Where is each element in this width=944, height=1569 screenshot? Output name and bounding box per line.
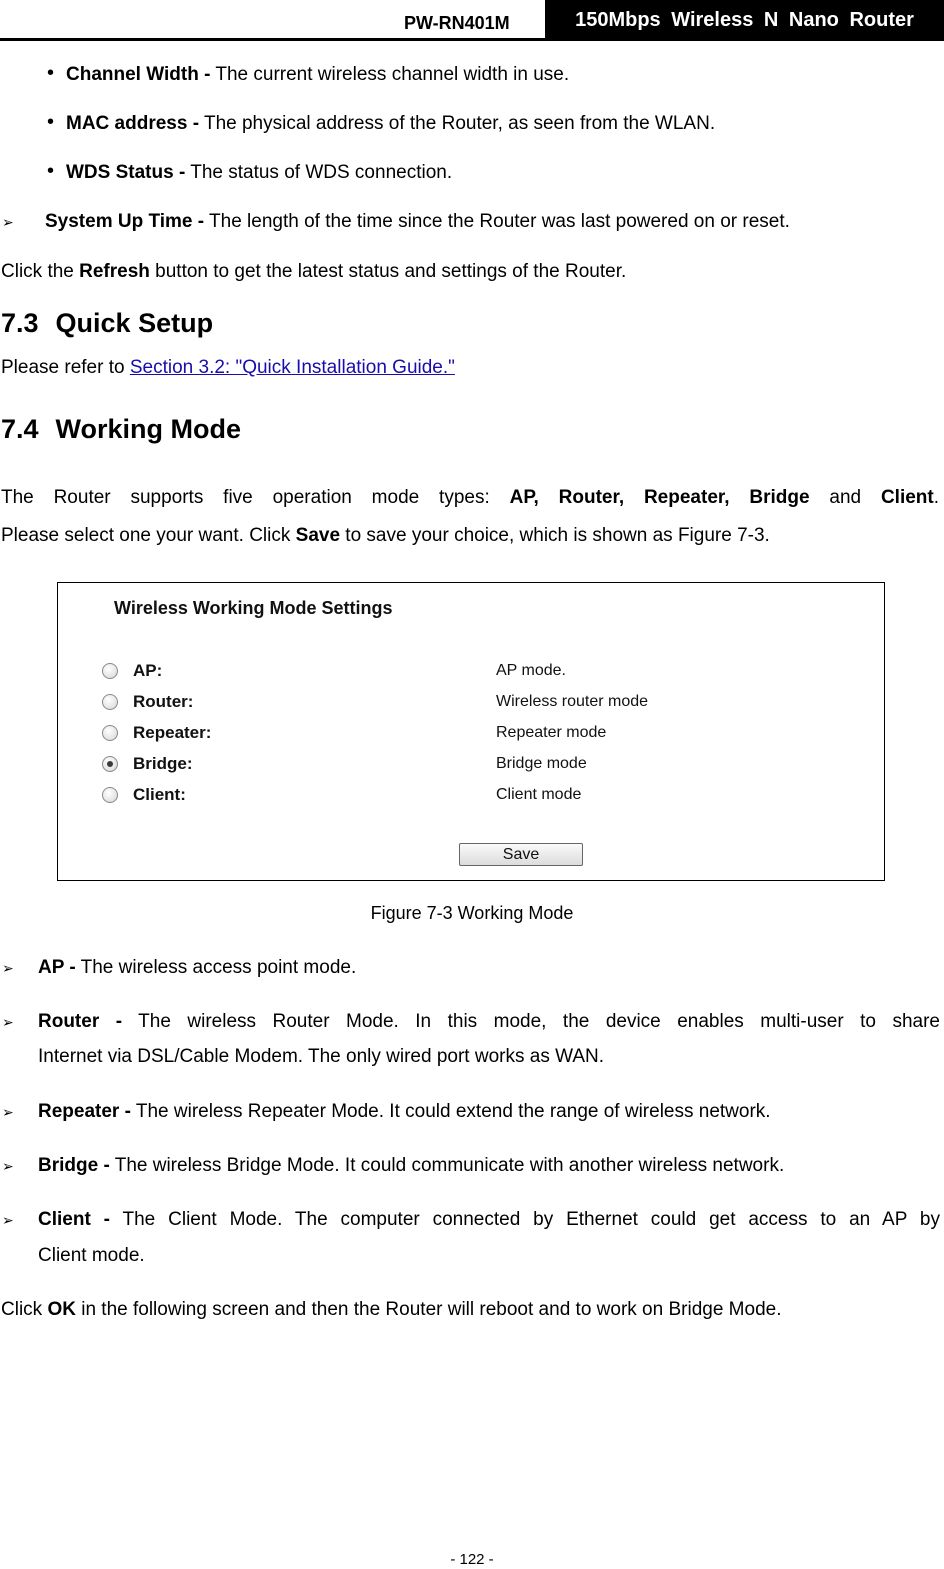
quick-install-guide-link[interactable]: Section 3.2: "Quick Installation Guide." xyxy=(129,357,455,378)
term-channel-width: Channel Width - xyxy=(66,64,211,85)
section-number: 7.4 xyxy=(1,414,39,444)
refresh-keyword: Refresh xyxy=(79,261,150,282)
header-model: PW-RN401M xyxy=(404,13,510,33)
ok-paragraph xyxy=(1,1299,781,1321)
working-mode-settings-figure xyxy=(57,582,885,881)
label-bridge: Bridge: xyxy=(133,754,193,773)
item-mac-address xyxy=(66,113,715,135)
desc-wds-status: The status of WDS connection. xyxy=(185,162,453,183)
header-divider xyxy=(0,38,944,41)
refresh-paragraph xyxy=(1,261,626,283)
bullet-wds-status xyxy=(47,160,54,183)
term-wds-status: WDS Status - xyxy=(66,162,186,183)
refresh-text-post: button to get the latest status and settings of the Router. xyxy=(149,261,627,282)
text: The Router supports five operation mode types: xyxy=(1,487,510,508)
desc-system-uptime: The length of the time since the Router was last powered on or reset. xyxy=(204,211,790,232)
section-heading-quick-setup xyxy=(1,308,213,339)
term-client: Client - xyxy=(38,1209,110,1230)
refresh-text-pre: Click the xyxy=(1,261,80,282)
text: to save your choice, which is shown as Figure 7-3. xyxy=(340,525,770,546)
desc-bridge: Bridge mode xyxy=(496,755,587,772)
header-title: 150Mbps Wireless N Nano Router xyxy=(575,8,914,31)
term-system-uptime: System Up Time - xyxy=(45,211,205,232)
item-mode-repeater xyxy=(38,1101,771,1123)
desc-repeater: Repeater mode xyxy=(496,724,607,741)
arrow-bullet-icon: ➢ xyxy=(2,214,14,230)
section-heading-working-mode xyxy=(1,414,241,445)
item-mode-bridge xyxy=(38,1155,784,1177)
text: Click xyxy=(1,1299,48,1320)
item-mode-client-line2: Client mode. xyxy=(38,1245,145,1266)
desc-client: Client mode xyxy=(496,786,582,803)
desc-router: The wireless Router Mode. In this mode, the device enables multi-user to share xyxy=(122,1011,940,1032)
text: . xyxy=(933,487,940,508)
desc-channel-width: The current wireless channel width in use. xyxy=(210,64,570,85)
working-mode-paragraph-line2 xyxy=(1,525,770,547)
term-router: Router - xyxy=(38,1011,123,1032)
desc-mac-address: The physical address of the Router, as seen from the WLAN. xyxy=(199,113,716,134)
bullet-dot: • xyxy=(47,111,55,133)
ok-keyword: OK xyxy=(47,1299,76,1320)
text: in the following screen and then the Router will reboot and to work on Bridge Mode. xyxy=(75,1299,782,1320)
radio-client[interactable] xyxy=(102,787,118,803)
term-mac-address: MAC address - xyxy=(66,113,200,134)
desc-repeater: The wireless Repeater Mode. It could extend the range of wireless network. xyxy=(130,1101,771,1122)
quick-setup-text: Please refer to xyxy=(1,357,130,378)
desc-ap: AP mode. xyxy=(496,662,566,679)
working-mode-paragraph-line1 xyxy=(1,487,939,509)
arrow-bullet-icon: ➢ xyxy=(2,960,14,976)
figure-caption: Figure 7-3 Working Mode xyxy=(370,903,574,923)
bullet-dot: • xyxy=(47,160,55,182)
item-mode-client-line1 xyxy=(38,1209,940,1231)
mode-client: Client xyxy=(880,487,934,508)
figure-title: Wireless Working Mode Settings xyxy=(114,598,393,618)
option-repeater[interactable] xyxy=(102,723,118,743)
desc-ap: The wireless access point mode. xyxy=(75,957,357,978)
page-number: - 122 - xyxy=(450,1551,494,1568)
mode-list: AP, Router, Repeater, Bridge xyxy=(509,487,810,508)
option-router[interactable] xyxy=(102,692,118,712)
option-client[interactable] xyxy=(102,785,118,805)
bullet-mac-address xyxy=(47,111,54,134)
arrow-bullet-icon: ➢ xyxy=(2,1212,14,1228)
quick-setup-paragraph xyxy=(1,357,455,379)
item-wds-status xyxy=(66,162,452,184)
option-ap[interactable] xyxy=(102,661,118,681)
save-keyword: Save xyxy=(295,525,341,546)
item-system-uptime xyxy=(45,211,790,233)
term-bridge: Bridge - xyxy=(38,1155,110,1176)
header-title-box xyxy=(545,0,944,40)
bullet-dot: • xyxy=(47,62,55,84)
radio-repeater[interactable] xyxy=(102,725,118,741)
desc-router: Wireless router mode xyxy=(496,693,649,710)
item-channel-width xyxy=(66,64,569,86)
section-title: Working Mode xyxy=(55,414,242,444)
desc-bridge: The wireless Bridge Mode. It could communicate with another wireless network. xyxy=(109,1155,785,1176)
text: and xyxy=(809,487,881,508)
arrow-bullet-icon: ➢ xyxy=(2,1014,14,1030)
arrow-bullet-icon: ➢ xyxy=(2,1104,14,1120)
label-ap: AP: xyxy=(133,661,163,680)
arrow-bullet-icon: ➢ xyxy=(2,1158,14,1174)
item-mode-ap xyxy=(38,957,356,979)
option-bridge[interactable] xyxy=(102,754,118,774)
item-mode-router-line1 xyxy=(38,1011,940,1033)
desc-client: The Client Mode. The computer connected by Ethernet could get access to an AP by xyxy=(109,1209,940,1230)
radio-bridge-selected[interactable] xyxy=(102,756,118,772)
section-title: Quick Setup xyxy=(55,308,214,338)
section-number: 7.3 xyxy=(1,308,39,338)
term-ap: AP - xyxy=(38,957,76,978)
item-mode-router-line2: Internet via DSL/Cable Modem. The only wired port works as WAN. xyxy=(38,1046,605,1067)
radio-router[interactable] xyxy=(102,694,118,710)
label-repeater: Repeater: xyxy=(133,723,212,742)
save-button[interactable]: Save xyxy=(459,843,583,866)
term-repeater: Repeater - xyxy=(38,1101,131,1122)
label-router: Router: xyxy=(133,692,194,711)
radio-ap[interactable] xyxy=(102,663,118,679)
text: Please select one your want. Click xyxy=(1,525,296,546)
label-client: Client: xyxy=(133,785,186,804)
bullet-channel-width xyxy=(47,62,54,85)
